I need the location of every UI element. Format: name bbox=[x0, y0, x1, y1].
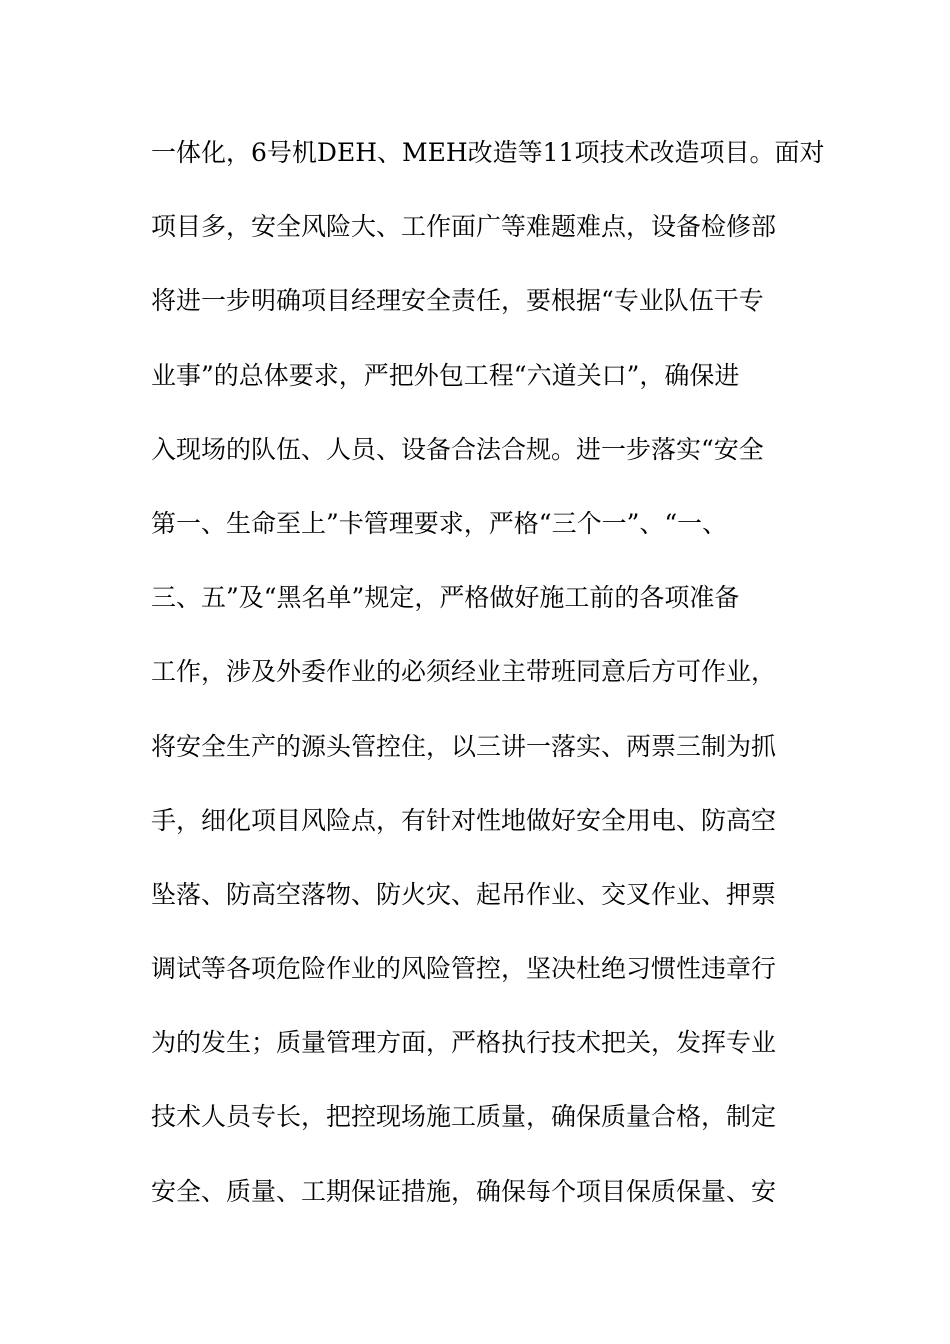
text-line-8: 工作，涉及外委作业的必须经业主带班同意后方可作业， bbox=[151, 657, 777, 687]
text-line-7: 三、五”及“黑名单”规定，严格做好施工前的各项准备 bbox=[151, 583, 740, 613]
body-text bbox=[151, 126, 825, 1239]
text-line-4: 业事”的总体要求，严把外包工程“六道关口”，确保进 bbox=[151, 360, 740, 390]
text-line-9: 将安全生产的源头管控住，以三讲一落实、两票三制为抓 bbox=[151, 731, 777, 761]
text-line-14: 技术人员专长，把控现场施工质量，确保质量合格，制定 bbox=[151, 1102, 777, 1132]
text-line-1: 一体化，6号机DEH、MEH改造等11项技术改造项目。面对 bbox=[151, 138, 825, 167]
text-line-12: 调试等各项危险作业的风险管控，坚决杜绝习惯性违章行 bbox=[151, 954, 777, 984]
text-line-15: 安全、质量、工期保证措施，确保每个项目保质保量、安 bbox=[151, 1176, 777, 1206]
text-line-10: 手，细化项目风险点，有针对性地做好安全用电、防高空 bbox=[151, 805, 777, 835]
text-line-13: 为的发生；质量管理方面，严格执行技术把关，发挥专业 bbox=[151, 1028, 777, 1058]
text-line-3: 将进一步明确项目经理安全责任，要根据“专业队伍干专 bbox=[151, 286, 764, 316]
text-line-11: 坠落、防高空落物、防火灾、起吊作业、交叉作业、押票 bbox=[151, 879, 777, 909]
text-line-2: 项目多，安全风险大、工作面广等难题难点，设备检修部 bbox=[151, 212, 777, 242]
text-line-6: 第一、生命至上”卡管理要求，严格“三个一”、“一、 bbox=[151, 508, 728, 538]
text-line-5: 入现场的队伍、人员、设备合法合规。进一步落实“安全 bbox=[151, 434, 764, 464]
